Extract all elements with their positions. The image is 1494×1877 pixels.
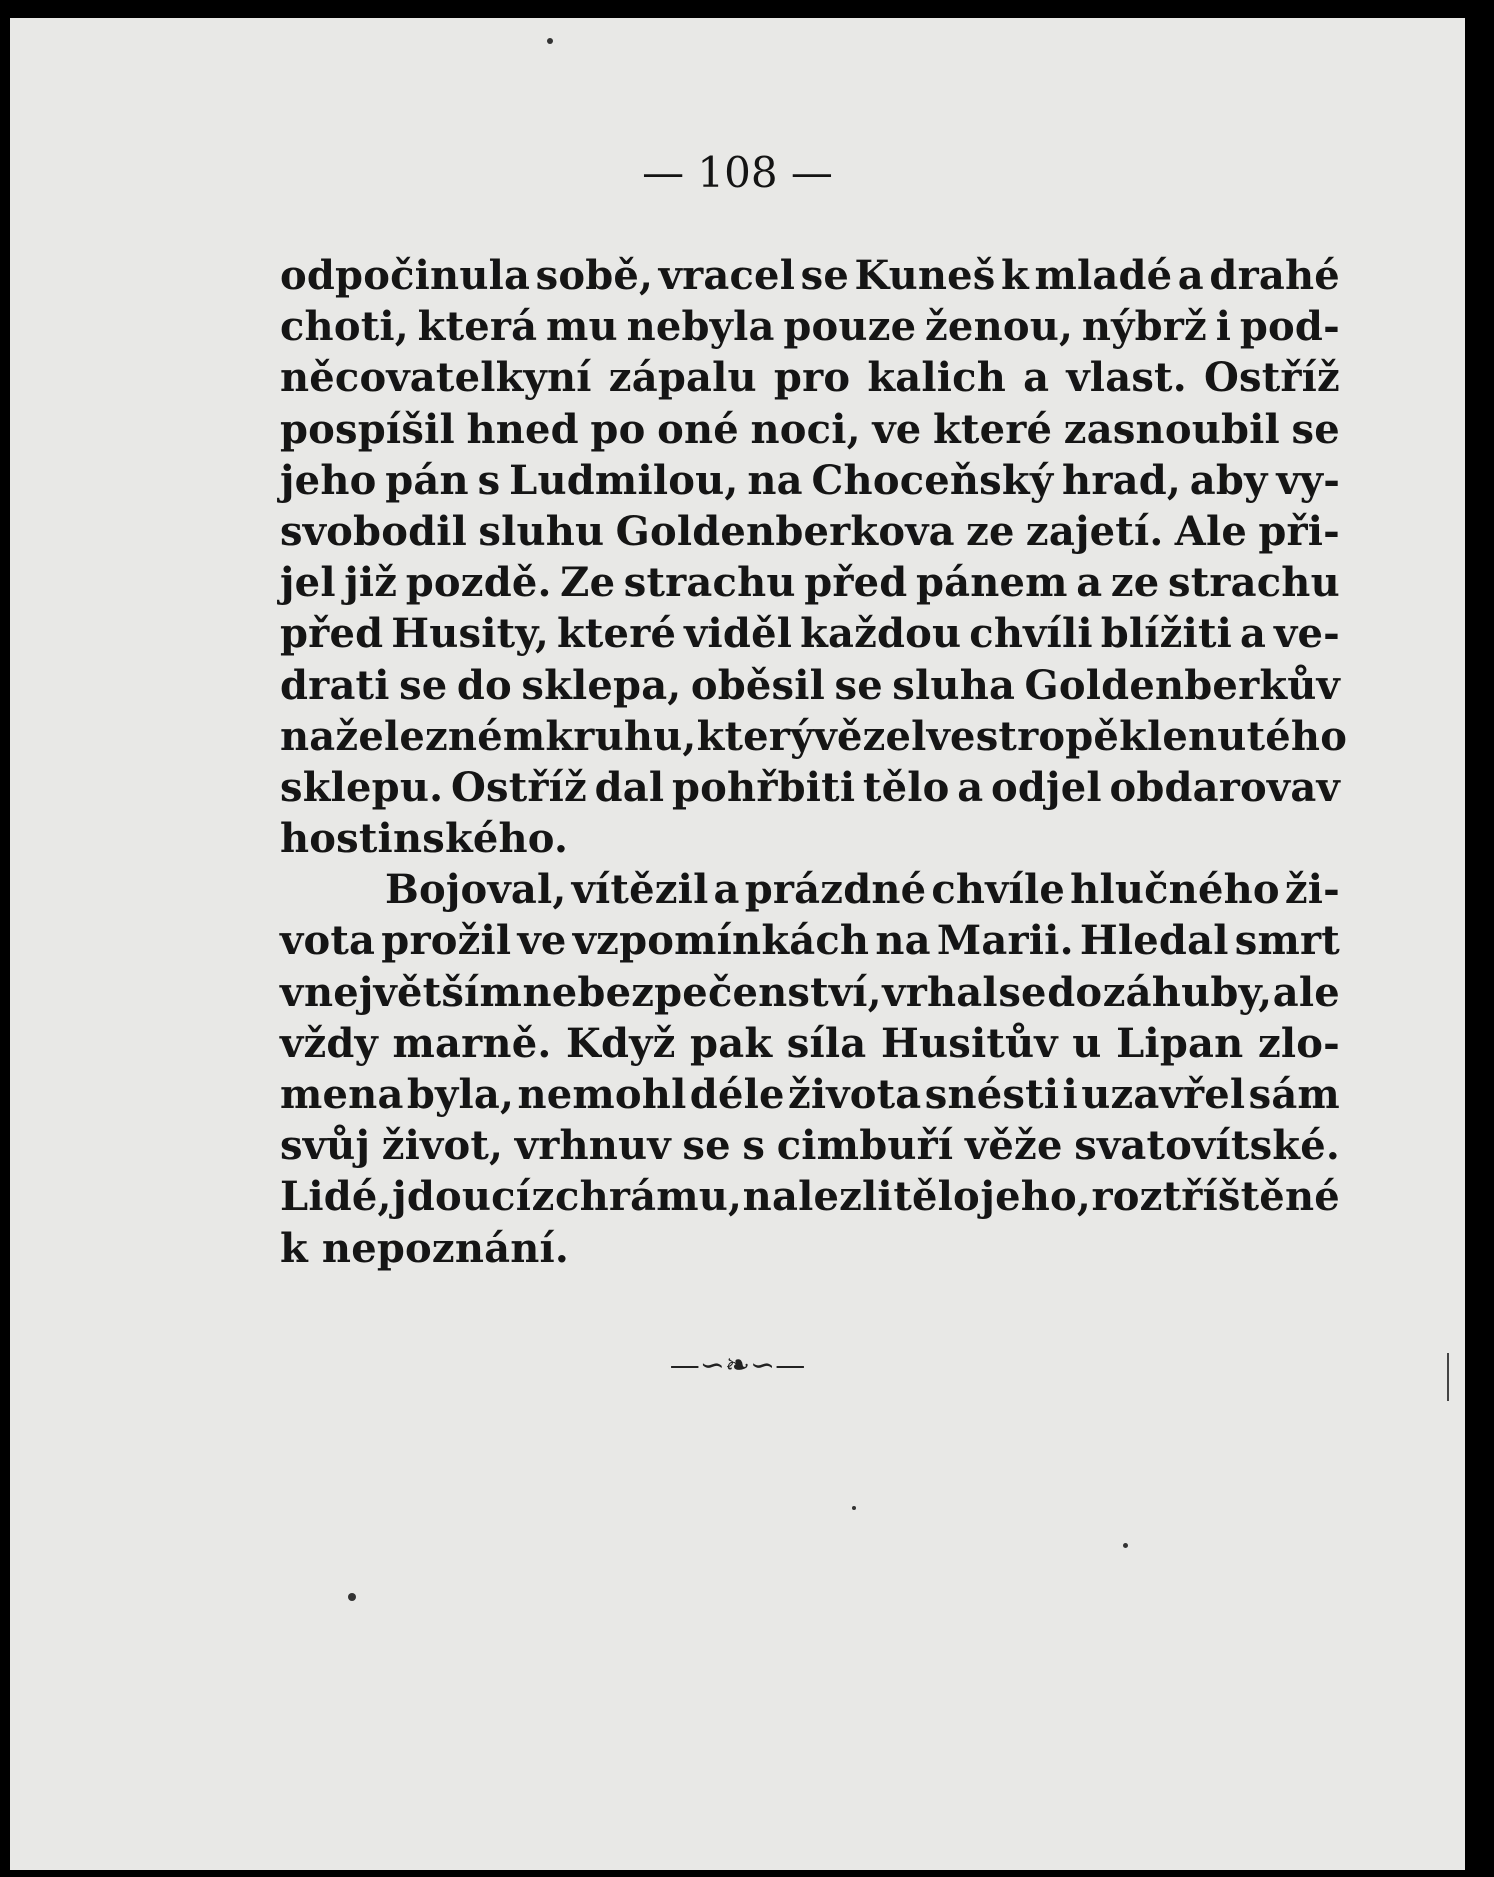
text-line: sklepu. Ostříž dal pohřbiti tělo a odjel obdarovav bbox=[280, 763, 1340, 811]
text-line: odpočinula sobě, vracel se Kuneš k mladé a drahé bbox=[280, 252, 1340, 299]
text-line: něcovatelkyní zápalu pro kalich a vlast. Ostříž bbox=[280, 354, 1340, 402]
scan-speck bbox=[547, 38, 553, 44]
text-line: svůj život, vrhnuv se s cimbuří věže svatovítské. bbox=[280, 1122, 1340, 1170]
page-number: — 108 — bbox=[642, 148, 833, 197]
text-line: svobodil sluhu Goldenberkova ze zajetí. Ale při- bbox=[280, 507, 1340, 555]
text-line: Lidé, jdoucí z chrámu, nalezli tělo jeho, roztříštěné bbox=[280, 1173, 1340, 1221]
text-line: v největším nebezpečenství, vrhal se do záhuby, ale bbox=[280, 968, 1340, 1016]
text-line: k nepoznání. bbox=[280, 1224, 570, 1272]
body-text bbox=[280, 250, 1348, 1274]
text-line: jeho pán s Ludmilou, na Choceňský hrad, aby vy- bbox=[280, 456, 1340, 504]
text-line: na železném kruhu, který vězel ve stropě klenutého bbox=[280, 712, 1348, 760]
text-line: Bojoval, vítězil a prázdné chvíle hlučného ži- bbox=[385, 866, 1340, 914]
text-line: hostinského. bbox=[280, 815, 569, 863]
book-page bbox=[10, 18, 1465, 1870]
scan-scratch bbox=[1447, 1353, 1449, 1401]
text-line: choti, která mu nebyla pouze ženou, nýbrž i pod- bbox=[280, 303, 1340, 351]
scan-speck bbox=[852, 1506, 856, 1510]
ornament-divider: —∽❧∽— bbox=[669, 1348, 806, 1383]
text-line: mena byla, nemohl déle života snésti i uzavřel sám bbox=[280, 1071, 1340, 1118]
text-line: jel již pozdě. Ze strachu před pánem a ze strachu bbox=[280, 559, 1340, 607]
scan-speck bbox=[348, 1593, 356, 1601]
text-line: před Husity, které viděl každou chvíli blížiti a ve- bbox=[280, 610, 1340, 658]
scan-speck bbox=[1123, 1543, 1128, 1548]
text-line: vždy marně. Když pak síla Husitův u Lipan zlo- bbox=[280, 1019, 1340, 1067]
text-line: pospíšil hned po oné noci, ve které zasnoubil se bbox=[280, 405, 1340, 453]
text-line: drati se do sklepa, oběsil se sluha Goldenberkův bbox=[280, 661, 1340, 709]
text-line: vota prožil ve vzpomínkách na Marii. Hledal smrt bbox=[280, 917, 1340, 965]
